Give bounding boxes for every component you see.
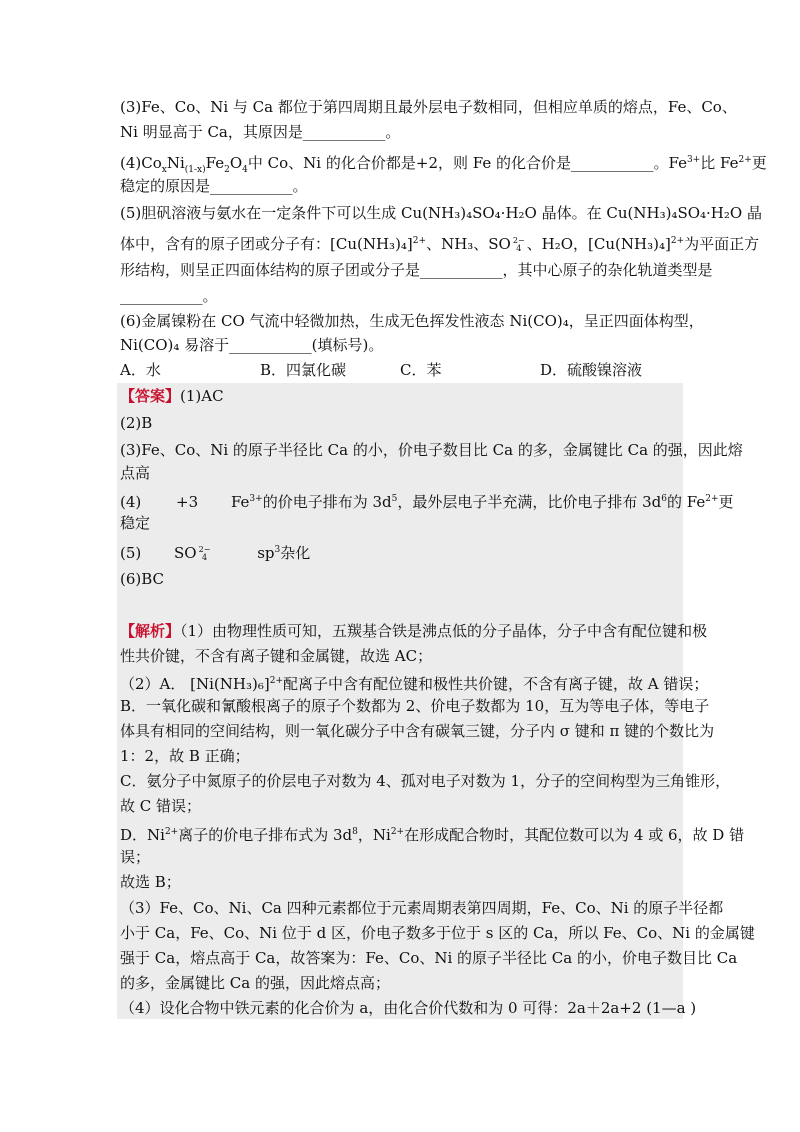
question-5-line-1: (5)胆矾溶液与氨水在一定条件下可以生成 Cu(NH₃)₄SO₄·H₂O 晶体。在 Cu(NH₃)₄SO₄·H₂O 晶 (120, 204, 762, 222)
question-3-line-1: (3)Fe、Co、Ni 与 Ca 都位于第四周期且最外层电子数相同，但相应单质的熔点，Fe、Co、 (120, 98, 737, 116)
question-3-line-2: Ni 明显高于 Ca，其原因是___________。 (120, 123, 401, 141)
question-4-line-1: $(4)Co_xNi_{(1-x)}Fe_2O_4$中 Co、Ni 的化合价都是+2，则 Fe 的化合价是___________。$Fe^{3+}$比 $Fe^{2+}$更 (120, 154, 767, 175)
choice-c: C．苯 (400, 361, 442, 379)
analysis-line-6: 1：2，故 B 正确； (120, 747, 250, 765)
answer-line-4: 点高 (120, 464, 151, 482)
analysis-tag: 【解析】 (120, 622, 181, 640)
choice-a: A．水 (120, 361, 161, 379)
sulfate-charge-answer: 2− 4 (198, 545, 211, 562)
analysis-line-14: 强于 Ca，熔点高于 Ca，故答案为：Fe、Co、Ni 的原子半径比 Ca 的小，价电子数目比 Ca (120, 949, 738, 967)
answer-line-6: 稳定 (120, 514, 151, 532)
analysis-line-15: 的多，金属键比 Ca 的强，因此熔点高； (120, 974, 390, 992)
analysis-line-5: 体具有相同的空间结构，则一氧化碳分子中含有碳氧三键，分子内 σ 键和 π 键的个数比为 (120, 722, 715, 740)
answer-line-5: (4) +3 $Fe^{3+}$的价电子排布为 $3d^5$，最外层电子半充满，比价电子排布 $3d^6$的 $Fe^{2+}$更 (120, 493, 734, 511)
question-5-line-4: ___________。 (120, 287, 218, 305)
answer-line-3: (3)Fe、Co、Ni 的原子半径比 Ca 的小，价电子数目比 Ca 的多，金属键比 Ca 的强，因此熔 (120, 441, 743, 459)
analysis-line-12: （3）Fe、Co、Ni、Ca 四种元素都位于元素周期表第四周期，Fe、Co、Ni 的原子半径都 (120, 899, 724, 917)
analysis-line-4: B．一氧化碳和氰酸根离子的原子个数都为 2、价电子数都为 10，互为等电子体，等电子 (120, 697, 710, 715)
analysis-line-10: 误； (120, 848, 151, 866)
analysis-line-7: C．氨分子中氮原子的价层电子对数为 4、孤对电子对数为 1，分子的空间构型为三角锥形， (120, 772, 731, 790)
question-6-line-1: (6)金属镍粉在 CO 气流中轻微加热，生成无色挥发性液态 Ni(CO)₄，呈正四面体构型， (120, 312, 704, 330)
analysis-line-2: 性共价键，不含有离子键和金属键，故选 AC； (120, 647, 433, 665)
question-6-line-2: Ni(CO)₄ 易溶于___________(填标号)。 (120, 336, 384, 354)
question-5-line-3: 形结构，则呈正四面体结构的原子团或分子是___________，其中心原子的杂化轨道类型是 (120, 261, 713, 279)
answer-line-1: 【答案】(1)AC (120, 387, 224, 405)
analysis-line-1: 【解析】（1）由物理性质可知，五羰基合铁是沸点低的分子晶体，分子中含有配位键和极 (120, 622, 708, 640)
analysis-line-9: D．$Ni^{2+}$离子的价电子排布式为 $3d^8$，$Ni^{2+}$在形成配合物时，其配位数可以为 4 或 6，故 D 错 (120, 826, 745, 844)
analysis-line-8: 故 C 错误； (120, 797, 202, 815)
answer-line-8: (6)BC (120, 570, 165, 588)
analysis-line-13: 小于 Ca，Fe、Co、Ni 位于 d 区，价电子数多于位于 s 区的 Ca，所以 Fe、Co、Ni 的金属键 (120, 924, 755, 942)
analysis-line-11: 故选 B； (120, 873, 181, 891)
answer-line-7: (5) SO 2− 4 $sp^3$杂化 (120, 544, 311, 562)
sulfate-charge: 2− 4 (512, 236, 525, 253)
question-4-line-2: 稳定的原因是___________。 (120, 177, 308, 195)
answer-tag: 【答案】 (120, 387, 181, 405)
choice-d: D．硫酸镍溶液 (540, 361, 643, 379)
analysis-line-16: （4）设化合物中铁元素的化合价为 a，由化合价代数和为 0 可得：2a＋2a+2 (1—a ) (120, 999, 697, 1017)
question-5-line-2: 体中，含有的原子团或分子有：$[Cu(NH_3)_4]^{2+}$、NH₃、SO 2− 4 、H₂O，$[Cu(NH_3)_4]^{2+}$为平面正方 (120, 235, 760, 253)
analysis-line-3: （2）A． $[Ni(NH_3)_6]^{2+}$配离子中含有配位键和极性共价键，不含有离子键，故 A 错误； (120, 675, 709, 693)
choice-b: B．四氯化碳 (260, 361, 347, 379)
answer-line-2: (2)B (120, 414, 153, 432)
